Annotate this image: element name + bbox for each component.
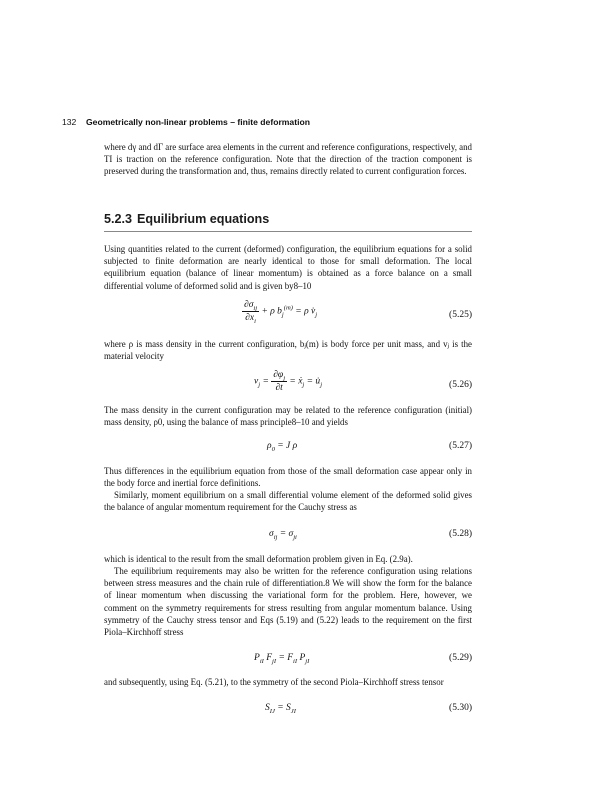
equation-number: (5.29) [449,653,472,663]
equation-5-27: $\rho_0 = J$ ρ (5.27) [267,441,472,453]
equation-number: (5.25) [449,310,472,320]
equation-number: (5.30) [449,703,472,713]
paragraph-identical-result: which is identical to the result from the small deformation problem given in Eq. (2.9a). [104,554,413,564]
section-rule [104,231,472,232]
running-header [62,117,482,127]
equation-5-26: $v_j$ = $\frac{\partial\varphi_j}{\partial t}$ = $ẋ_j$ = $u̇_j$ (5.26) [254,370,472,393]
equation-5-30: $S_{IJ} = S_{JI}$ (5.30) [265,703,472,715]
equation-5-28: $\sigma_{ij} = \sigma_{ji}$ (5.28) [269,529,472,541]
paragraph-differences: Thus differences in the equilibrium equation from those of the small deformation case appear only in the body force and inertial force definitions. [104,466,472,489]
page-number: 132 [62,117,77,127]
equation-5-29: $P_{iI}$ $F_{jI} = F_{iI}$ $P_{jI}$ (5.29) [254,653,472,665]
paragraph-surface-elements: where dγ and dΓ are surface area elements in the current and reference configurations, respectively, and TΙ is traction on the reference configuration. Note that the direction of the traction component is preserved during the transformation and, thus, remains directly related to current configuration forces. [104,142,472,177]
equation-number: (5.26) [449,380,472,390]
paragraph-mass-density: where ρ is mass density in the current configuration, bⱼ(m) is body force per unit mass, and vⱼ is the material velocity [104,339,472,362]
paragraph-balance-of-mass: The mass density in the current configuration may be related to the reference configuration (initial) mass density, ρ0, using the balance of mass principle8–10 and yields [104,405,472,428]
paragraph-second-piola: and subsequently, using Eq. (5.21), to the symmetry of the second Piola–Kirchhoff stress tensor [104,677,444,687]
paragraph-reference-configuration: The equilibrium requirements may also be written for the reference configuration using relations between stress measures and the chain rule of differentiation.8 We will show the form for the balance of linear momentum when discussing the variational form for the problem. Here, however, we comment on the symmetry requirements for stress resulting from angular momentum balance. Using symmetry of the Cauchy stress tensor and Eqs (5.19) and (5.22) leads to the requirement on the first Piola–Kirchhoff stress [104,566,472,638]
section-heading [104,212,269,226]
paragraph-moment-equilibrium: Similarly, moment equilibrium on a small differential volume element of the deformed solid gives the balance of angular momentum requirement for the Cauchy stress as [104,490,472,513]
equation-number: (5.28) [449,529,472,539]
running-title: Geometrically non-linear problems – finite deformation [86,117,310,127]
paragraph-equilibrium-intro: Using quantities related to the current (deformed) configuration, the equilibrium equations for a solid subjected to finite deformation are nearly identical to those for small deformation. The local equilibrium equation (balance of linear momentum) is obtained as a force balance on a small differential volume of deformed solid and is given by8–10 [104,244,472,291]
equation-5-25: $\frac{\partial\sigma_{ij}}{\partial x_i}$ + ρ $b_j^{(m)} = \rho$ $v̇_j$ (5.25) [244,300,472,325]
equation-number: (5.27) [449,441,472,451]
section-number: 5.2.3 [104,212,133,226]
section-title: Equilibrium equations [137,212,270,226]
